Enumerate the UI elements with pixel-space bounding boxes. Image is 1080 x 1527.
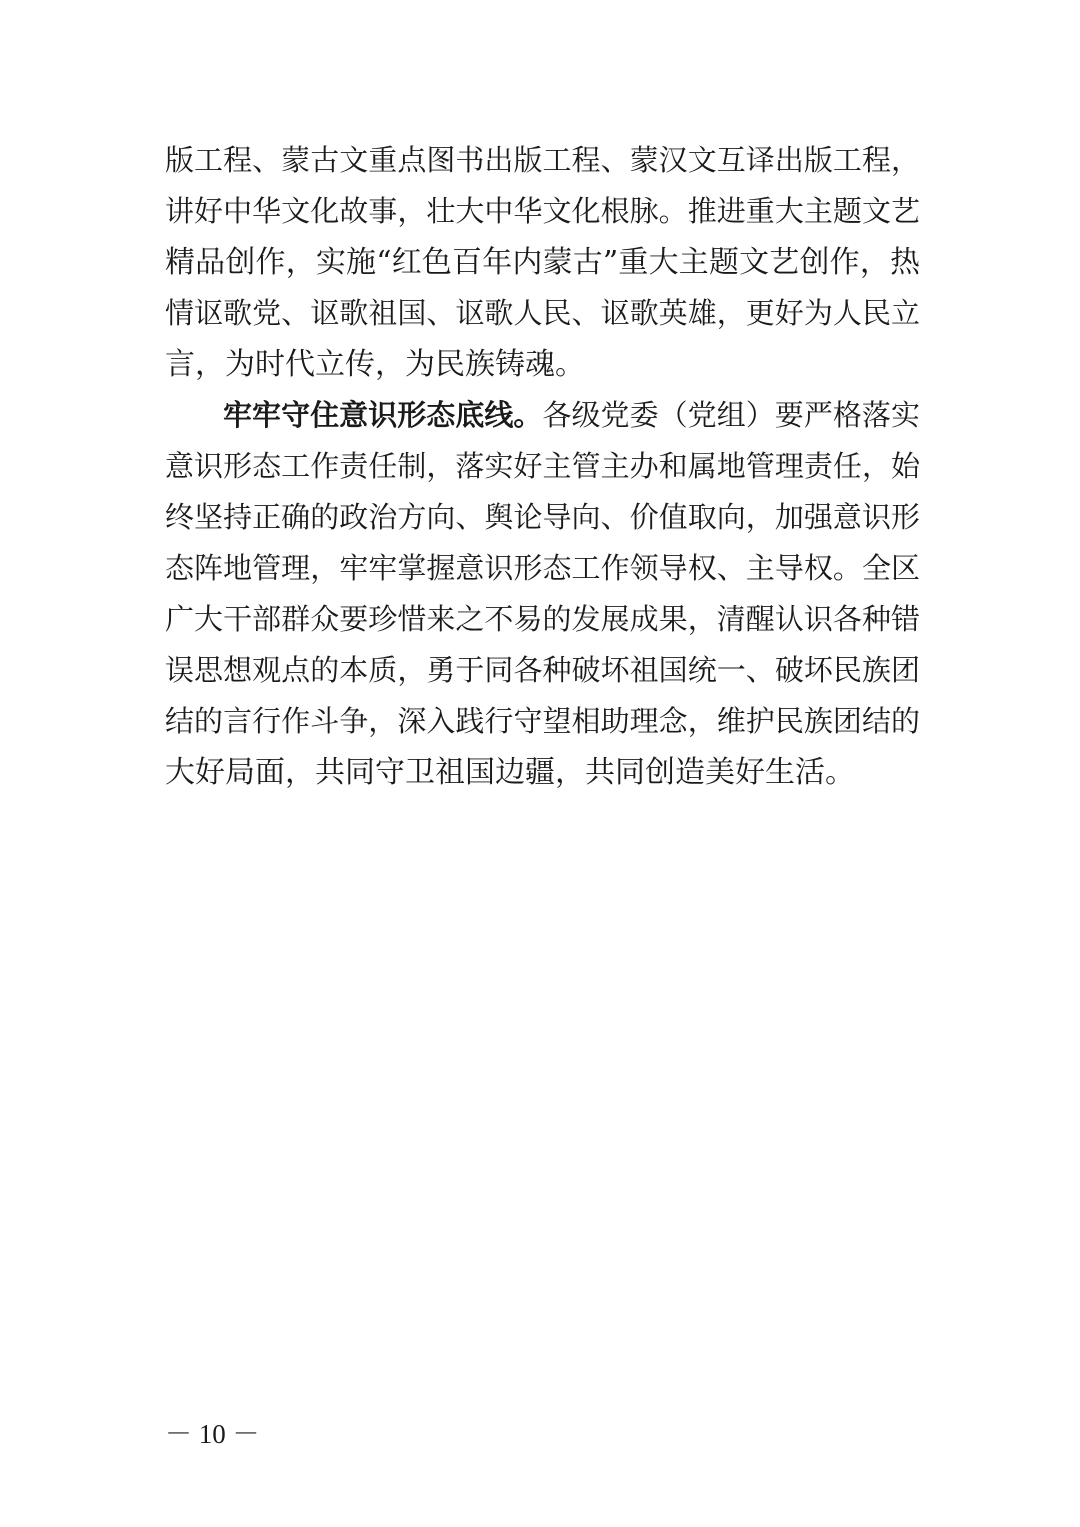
paragraph-line: 误思想观点的本质，勇于同各种破坏祖国统一、破坏民族团 [165, 653, 920, 687]
paragraph-line: 意识形态工作责任制，落实好主管主办和属地管理责任，始 [165, 449, 920, 483]
paragraph-line: 版工程、蒙古文重点图书出版工程、蒙汉文互译出版工程， [165, 143, 920, 177]
paragraph-line: 情讴歌党、讴歌祖国、讴歌人民、讴歌英雄，更好为人民立 [165, 296, 920, 330]
paragraph-line: 讲好中华文化故事，壮大中华文化根脉。推进重大主题文艺 [165, 194, 920, 228]
paragraph-ideology [165, 390, 920, 798]
paragraph-culture [165, 135, 920, 390]
page-number: － 10 － [165, 1419, 260, 1449]
section-heading: 牢牢守住意识形态底线。 [223, 398, 543, 432]
paragraph-line: 大好局面，共同守卫祖国边疆，共同创造美好生活。 [165, 755, 855, 790]
paragraph-line: 言，为时代立传，为民族铸魂。 [165, 347, 585, 382]
paragraph-text: 各级党委（党组）要严格落实 [542, 398, 920, 432]
paragraph-line: 结的言行作斗争，深入践行守望相助理念，维护民族团结的 [165, 704, 920, 738]
paragraph-line: 态阵地管理，牢牢掌握意识形态工作领导权、主导权。全区 [165, 551, 920, 585]
paragraph-line: 广大干部群众要珍惜来之不易的发展成果，清醒认识各种错 [165, 602, 920, 636]
paragraph-first-line [165, 390, 920, 441]
paragraph-line: 终坚持正确的政治方向、舆论导向、价值取向，加强意识形 [165, 500, 920, 534]
paragraph-line: 精品创作，实施“红色百年内蒙古”重大主题文艺创作，热 [165, 245, 920, 280]
